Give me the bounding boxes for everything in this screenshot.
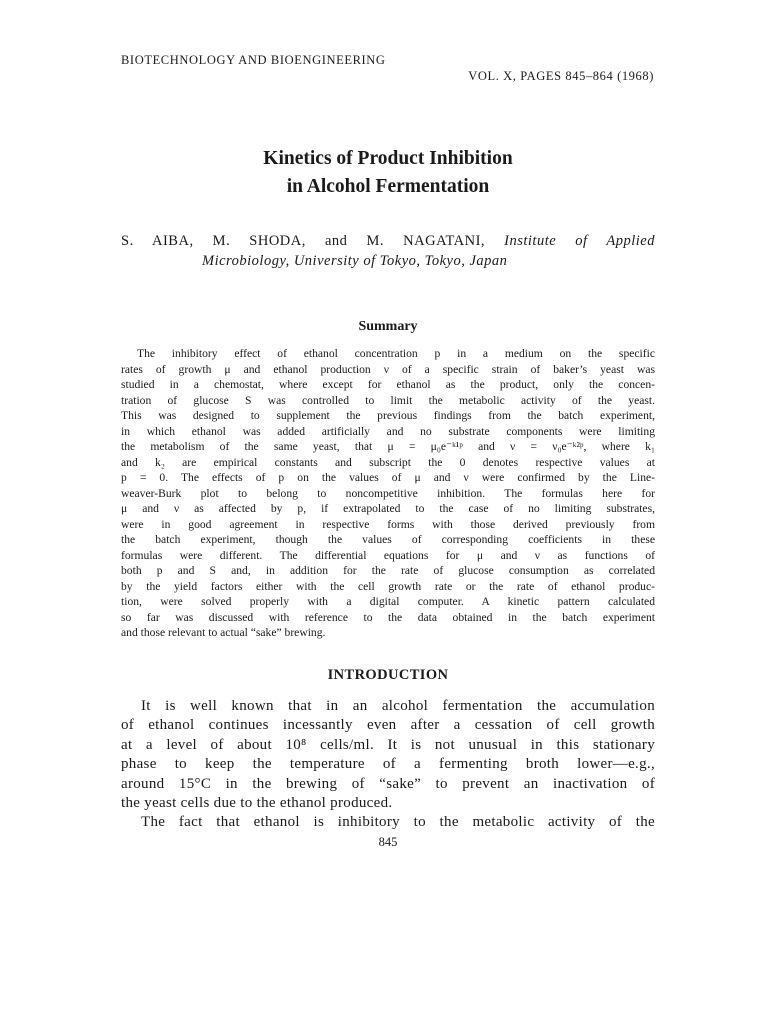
summary-line: and those relevant to actual “sake” brewing. — [121, 626, 326, 639]
volume-info: VOL. X, PAGES 845–864 (1968) — [468, 69, 654, 83]
summary-line: tration of glucose S was controlled to limit the metabolic activity of the yeast. — [121, 393, 655, 407]
introduction-paragraph — [121, 697, 655, 833]
affiliation-part-1: Institute of Applied — [504, 233, 655, 249]
summary-paragraph — [121, 346, 655, 641]
summary-line: This was designed to supplement the previous findings from the batch experiment, — [121, 409, 655, 422]
affiliation-part-2: Microbiology, University of Tokyo, Tokyo, Japan — [202, 253, 508, 269]
summary-line: μ and ν as affected by p, if extrapolated to the case of no limiting substrates, — [121, 502, 655, 515]
journal-name: BIOTECHNOLOGY AND BIOENGINEERING — [121, 53, 386, 67]
summary-line: rates of growth μ and ethanol production ν of a specific strain of baker’s yeast was — [121, 362, 655, 376]
intro-line: phase to keep the temperature of a fermenting broth lower—e.g., — [121, 756, 655, 773]
author-names: S. AIBA, M. SHODA, and M. NAGATANI, — [121, 233, 486, 249]
intro-line: around 15°C in the brewing of “sake” to prevent an inactivation of — [121, 775, 655, 792]
summary-line: were in good agreement in respective forms with those derived previously from — [121, 517, 655, 531]
page-number: 845 — [378, 835, 398, 849]
article-title-line-1: Kinetics of Product Inhibition — [263, 148, 513, 169]
introduction-heading: INTRODUCTION — [327, 667, 449, 683]
summary-line: both p and S and, in addition for the rate of glucose consumption as correlated — [121, 564, 655, 577]
author-line — [121, 233, 655, 250]
intro-line: of ethanol continues incessantly even after a cessation of cell growth — [121, 717, 655, 734]
summary-line: p = 0. The effects of p on the values of μ and ν were confirmed by the Line- — [121, 471, 655, 484]
summary-line: so far was discussed with reference to the data obtained in the batch experiment — [121, 610, 655, 624]
summary-line: in which ethanol was added artificially and no substrate components were limiting — [121, 424, 655, 438]
intro-line: the yeast cells due to the ethanol produced. — [121, 794, 393, 811]
summary-line: the metabolism of the same yeast, that μ = μ₀e⁻ᵏ¹ᵖ and ν = ν₀e⁻ᵏ²ᵖ, where k₁ — [121, 440, 655, 453]
summary-line: the batch experiment, though the values of corresponding coefficients in these — [121, 533, 655, 546]
summary-heading: Summary — [358, 319, 418, 334]
summary-line: tion, were solved properly with a digital computer. A kinetic pattern calculated — [121, 595, 655, 608]
summary-line: by the yield factors either with the cell growth rate or the rate of ethanol produc- — [121, 579, 655, 593]
intro-line: It is well known that in an alcohol fermentation the accumulation — [141, 698, 655, 714]
affiliation-line — [202, 253, 507, 270]
intro-line: The fact that ethanol is inhibitory to the metabolic activity of the — [141, 814, 655, 831]
article-title-line-2: in Alcohol Fermentation — [286, 176, 490, 197]
intro-line: at a level of about 10⁸ cells/ml. It is not unusual in this stationary — [121, 736, 655, 753]
summary-line: The inhibitory effect of ethanol concentration p in a medium on the specific — [137, 347, 655, 360]
summary-line: studied in a chemostat, where except for ethanol as the product, only the concen- — [121, 378, 655, 391]
summary-line: formulas were different. The differential equations for μ and ν as functions of — [121, 548, 655, 562]
summary-line: weaver-Burk plot to belong to noncompetitive inhibition. The formulas here for — [121, 486, 655, 500]
summary-line: and k₂ are empirical constants and subscript the 0 denotes respective values at — [121, 455, 655, 469]
